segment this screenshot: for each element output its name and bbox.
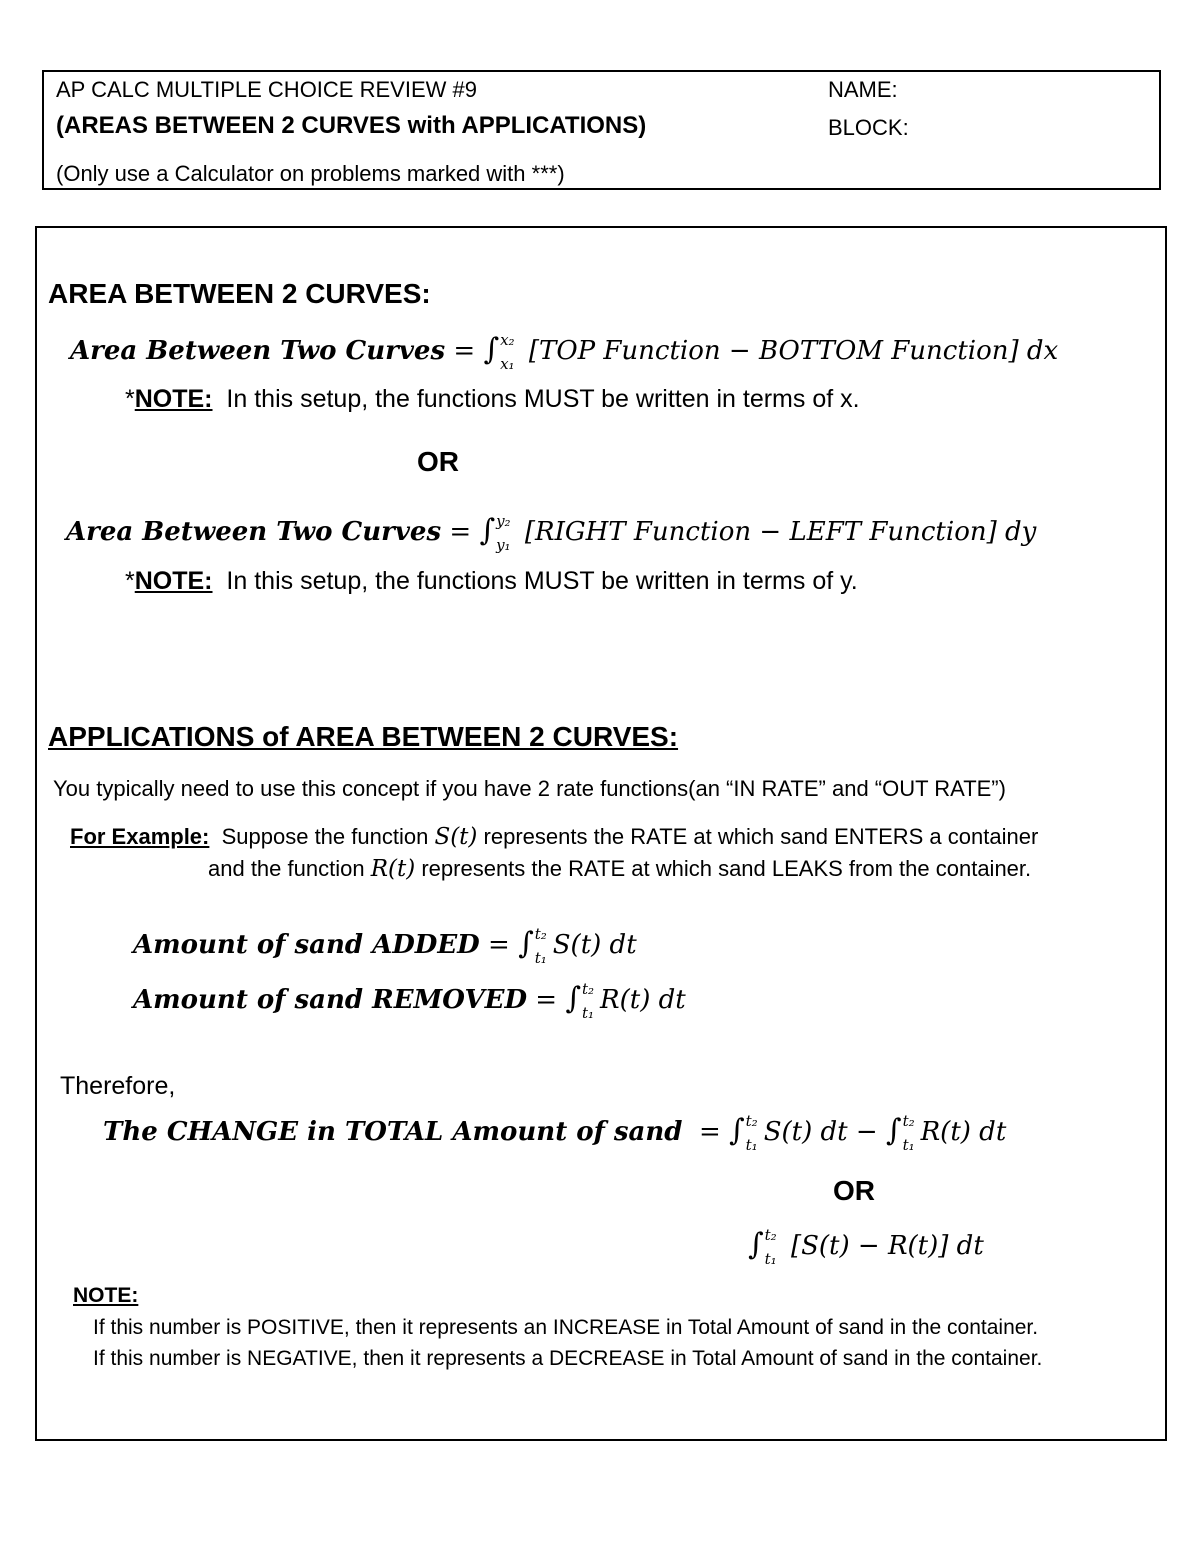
equals-sign: = [488, 930, 510, 960]
equals-sign: = [535, 985, 558, 1015]
integrand: [RIGHT Function − LEFT Function] dy [524, 517, 1037, 547]
therefore-text: Therefore, [60, 1072, 176, 1100]
formula-change-total [103, 1113, 1006, 1152]
integral-limits [903, 1114, 915, 1152]
equals-sign: = [453, 336, 476, 366]
note-label: NOTE: [134, 385, 213, 413]
integral-limits [496, 514, 511, 552]
or-divider-2: OR [833, 1175, 875, 1206]
note-negative: If this number is NEGATIVE, then it represents a DECREASE in Total Amount of sand in the container. [93, 1347, 1043, 1370]
formula-lhs: Amount of sand REMOVED [133, 985, 528, 1015]
integrand: [S(t) − R(t)] dt [790, 1231, 984, 1261]
or-divider: OR [417, 446, 459, 477]
term-removed: R(t) dt [920, 1117, 1007, 1147]
example-label: For Example: [70, 824, 210, 849]
formula-lhs: Area Between Two Curves [66, 517, 442, 547]
integral-limits [746, 1114, 758, 1152]
worksheet-title: AP CALC MULTIPLE CHOICE REVIEW #9 [56, 77, 477, 102]
note-x [125, 385, 860, 414]
lower-limit: t₁ [902, 1136, 915, 1154]
lower-limit: t₁ [534, 949, 547, 967]
lower-limit: t₁ [745, 1136, 758, 1154]
note-text: In this setup, the functions MUST be written in terms of y. [226, 567, 858, 595]
formula-sand-removed [133, 981, 686, 1020]
note-label: NOTE: [134, 567, 213, 595]
section-heading-area: AREA BETWEEN 2 CURVES: [48, 278, 431, 309]
formula-lhs: Area Between Two Curves [70, 336, 446, 366]
block-label: BLOCK: [828, 115, 909, 140]
worksheet-subtitle: (AREAS BETWEEN 2 CURVES with APPLICATIONS) [56, 112, 647, 139]
final-note-label: NOTE: [73, 1284, 139, 1307]
lower-limit: y₁ [496, 536, 511, 554]
formula-combined [748, 1227, 984, 1266]
function-r: R(t) [370, 856, 416, 882]
integral-sign: ∫ [885, 1113, 902, 1148]
example-text-a: Suppose the function [221, 824, 429, 849]
section-heading-applications: APPLICATIONS of AREA BETWEEN 2 CURVES: [48, 721, 679, 752]
integral-limits [500, 333, 514, 371]
formula-sand-added [133, 926, 637, 965]
upper-limit: t₂ [764, 1226, 777, 1244]
integral-limits [765, 1228, 777, 1266]
formula-area-dy [66, 513, 1036, 552]
lower-limit: t₁ [764, 1250, 777, 1268]
example-text-b: represents the RATE at which sand ENTERS a container [483, 824, 1039, 849]
formula-area-dx [70, 332, 1058, 371]
lower-limit: x₁ [500, 355, 515, 373]
formula-lhs: Amount of sand ADDED [133, 930, 480, 960]
integral-limits [582, 982, 594, 1020]
lower-limit: t₁ [582, 1004, 595, 1022]
upper-limit: y₂ [496, 512, 511, 530]
term-added: S(t) dt − [763, 1117, 878, 1147]
upper-limit: t₂ [902, 1112, 915, 1130]
calculator-note: (Only use a Calculator on problems marked with ***) [56, 161, 565, 186]
integral-sign: ∫ [565, 981, 581, 1016]
integral-limits [535, 927, 547, 965]
integral-sign: ∫ [729, 1113, 745, 1148]
example-line-1 [70, 824, 1038, 850]
integral-sign: ∫ [518, 926, 534, 961]
note-positive: If this number is POSITIVE, then it represents an INCREASE in Total Amount of sand in the container. [93, 1316, 1039, 1339]
example-line-2 [208, 856, 1031, 882]
integral-sign: ∫ [483, 332, 500, 367]
note-prefix: * [125, 385, 135, 413]
note-y [125, 567, 858, 596]
equals-sign: = [449, 517, 472, 547]
formula-lhs: The CHANGE in TOTAL Amount of sand [103, 1117, 683, 1147]
note-text: In this setup, the functions MUST be written in terms of x. [226, 385, 860, 413]
integral-sign: ∫ [748, 1227, 764, 1262]
upper-limit: x₂ [500, 331, 515, 349]
integrand: R(t) dt [600, 985, 686, 1015]
upper-limit: t₂ [534, 925, 547, 943]
upper-limit: t₂ [582, 980, 595, 998]
function-s: S(t) [434, 824, 478, 850]
name-label: NAME: [828, 77, 898, 102]
integrand: S(t) dt [552, 930, 637, 960]
integrand: [TOP Function − BOTTOM Function] dx [528, 336, 1059, 366]
note-prefix: * [125, 567, 135, 595]
integral-sign: ∫ [479, 513, 496, 548]
intro-text: You typically need to use this concept if you have 2 rate functions(an “IN RATE” and “OUT RATE”) [53, 776, 1006, 801]
upper-limit: t₂ [745, 1112, 758, 1130]
example-text-a: and the function [208, 856, 365, 881]
example-text-b: represents the RATE at which sand LEAKS from the container. [421, 856, 1032, 881]
equals-sign: = [698, 1117, 721, 1147]
